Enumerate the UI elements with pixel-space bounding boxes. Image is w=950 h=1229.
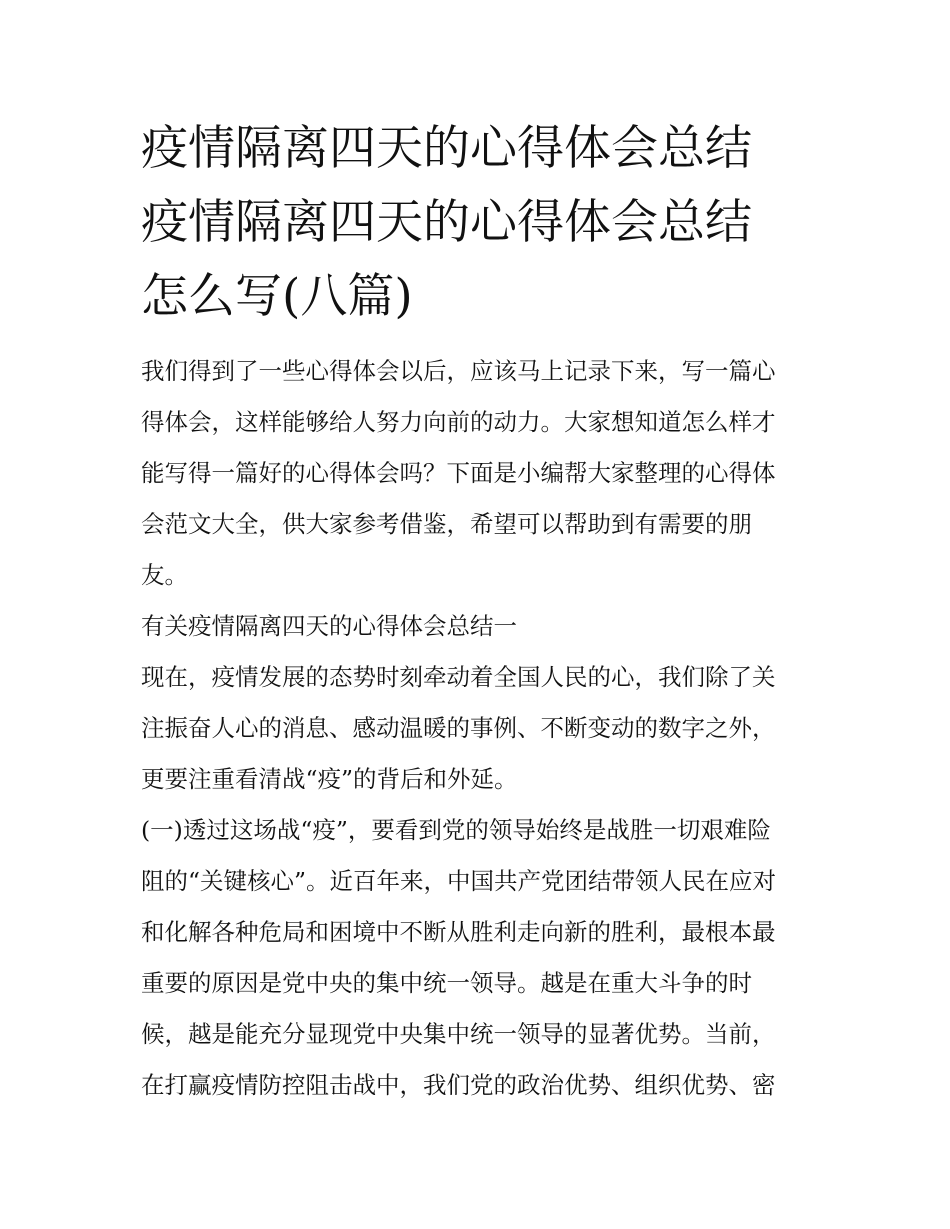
intro-paragraph bbox=[141, 346, 821, 601]
text-line: 现在，疫情发展的态势时刻牵动着全国人民的心，我们除了关 bbox=[141, 663, 776, 691]
paragraph-1 bbox=[141, 652, 821, 805]
title-line: 疫情隔离四天的心得体会总结 bbox=[141, 121, 752, 176]
section-heading bbox=[141, 601, 821, 652]
document-content bbox=[141, 112, 821, 1111]
text-line: 在打赢疫情防控阻击战中，我们党的政治优势、组织优势、密 bbox=[141, 1071, 776, 1099]
title-line: 疫情隔离四天的心得体会总结 bbox=[141, 195, 752, 250]
text-line: 会范文大全，供大家参考借鉴，希望可以帮助到有需要的朋 bbox=[141, 510, 752, 538]
text-line: 得体会，这样能够给人努力向前的动力。大家想知道怎么样才 bbox=[141, 408, 776, 436]
text-line: 能写得一篇好的心得体会吗？下面是小编帮大家整理的心得体 bbox=[141, 459, 776, 487]
document-body bbox=[141, 346, 821, 1111]
text-line: 友。 bbox=[141, 561, 188, 589]
text-line: (一)透过这场战“疫”，要看到党的领导始终是战胜一切艰难险 bbox=[141, 816, 771, 844]
document-title bbox=[141, 112, 821, 334]
text-line: 重要的原因是党中央的集中统一领导。越是在重大斗争的时 bbox=[141, 969, 752, 997]
paragraph-2 bbox=[141, 805, 821, 1111]
text-line: 和化解各种危局和困境中不断从胜利走向新的胜利，最根本最 bbox=[141, 918, 776, 946]
section-heading-text: 有关疫情隔离四天的心得体会总结一 bbox=[141, 612, 517, 640]
text-line: 更要注重看清战“疫”的背后和外延。 bbox=[141, 765, 518, 793]
text-line: 我们得到了一些心得体会以后，应该马上记录下来，写一篇心 bbox=[141, 357, 776, 385]
text-line: 阻的“关键核心”。近百年来，中国共产党团结带领人民在应对 bbox=[141, 867, 777, 895]
text-line: 候，越是能充分显现党中央集中统一领导的显著优势。当前， bbox=[141, 1020, 776, 1048]
title-line: 怎么写(八篇) bbox=[141, 269, 413, 324]
text-line: 注振奋人心的消息、感动温暖的事例、不断变动的数字之外， bbox=[141, 714, 776, 742]
